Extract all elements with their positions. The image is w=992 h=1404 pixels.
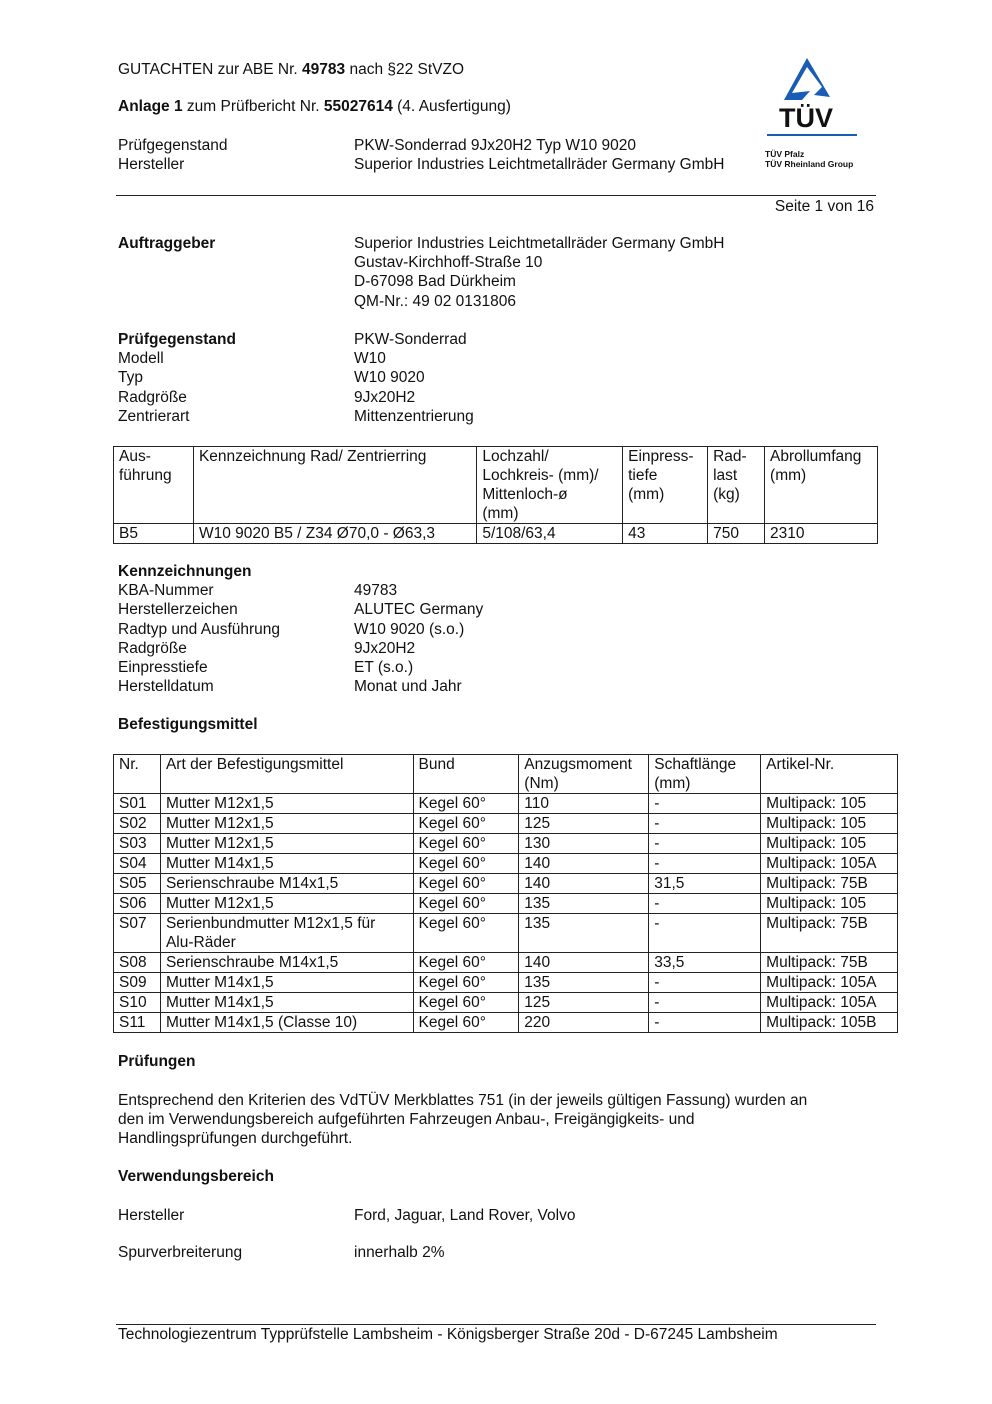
label: Herstelldatum [118, 678, 214, 696]
table-cell: Multipack: 75B [761, 914, 898, 953]
table-row [114, 524, 878, 544]
table-cell: 140 [519, 874, 649, 894]
table-cell: Einpress- tiefe (mm) [623, 447, 708, 524]
table-cell: S06 [114, 894, 161, 914]
wheel-table [113, 446, 878, 544]
table-cell: Kegel 60° [413, 993, 519, 1013]
section-heading: Verwendungsbereich [118, 1168, 274, 1185]
label: Radgröße [118, 388, 187, 406]
kv-row [118, 600, 878, 619]
table-row [114, 993, 898, 1013]
table-cell: Multipack: 105A [761, 973, 898, 993]
table-cell: Kegel 60° [413, 1013, 519, 1033]
table-cell: - [649, 854, 761, 874]
table-cell: W10 9020 B5 / Z34 Ø70,0 - Ø63,3 [193, 524, 476, 544]
value: Monat und Jahr [354, 678, 462, 696]
table-cell: 220 [519, 1013, 649, 1033]
title-text: GUTACHTEN zur ABE Nr. [118, 61, 303, 78]
table-cell: Kegel 60° [413, 874, 519, 894]
table-cell: 750 [708, 524, 765, 544]
value: PKW-Sonderrad [354, 331, 467, 348]
table-cell: 135 [519, 914, 649, 953]
table-cell: Lochzahl/ Lochkreis- (mm)/ Mittenloch-ø (mm) [477, 447, 623, 524]
table-row [114, 894, 898, 914]
table-cell: 43 [623, 524, 708, 544]
kv-row [118, 407, 878, 426]
table-cell: Multipack: 105 [761, 894, 898, 914]
kv-row [118, 349, 878, 368]
table-cell: Aus- führung [114, 447, 194, 524]
table-cell: 33,5 [649, 953, 761, 973]
table-cell: 31,5 [649, 874, 761, 894]
value: 9Jx20H2 [354, 639, 416, 657]
table-row [114, 854, 898, 874]
table-row [114, 834, 898, 854]
report-number: 55027614 [323, 98, 393, 115]
value: W10 9020 (s.o.) [354, 620, 465, 638]
table-cell: Serienschraube M14x1,5 [160, 953, 413, 973]
logo-sub2: TÜV Rheinland Group [765, 159, 854, 169]
table-cell: Mutter M14x1,5 (Classe 10) [160, 1013, 413, 1033]
subtitle-text: zum Prüfbericht Nr. [182, 98, 324, 115]
section-heading: Auftraggeber [118, 235, 216, 252]
table-cell: 125 [519, 814, 649, 834]
logo-sub1: TÜV Pfalz [765, 149, 805, 159]
kennzeichnungen-section [118, 562, 878, 696]
value: Mittenzentrierung [354, 407, 474, 425]
verwendung-section [118, 1206, 878, 1262]
paragraph-line: Entsprechend den Kriterien des VdTÜV Merkblattes 751 (in der jeweils gültigen Fassung) wurden an [118, 1092, 808, 1109]
table-cell: S01 [114, 794, 161, 814]
table-cell: 5/108/63,4 [477, 524, 623, 544]
value: W10 [354, 350, 386, 368]
table-cell: Kegel 60° [413, 914, 519, 953]
table-cell: Multipack: 105A [761, 854, 898, 874]
table-cell: - [649, 814, 761, 834]
report-subtitle [118, 97, 511, 116]
tuv-triangle-icon [762, 55, 862, 175]
section-heading: Prüfungen [118, 1053, 196, 1070]
table-cell: S03 [114, 834, 161, 854]
table-row [114, 914, 898, 953]
table-cell: S04 [114, 854, 161, 874]
label: Zentrierart [118, 407, 190, 425]
label: Hersteller [118, 156, 185, 174]
kv-row [118, 368, 878, 387]
table-cell: Kegel 60° [413, 814, 519, 834]
value: ALUTEC Germany [354, 601, 484, 619]
table-cell: 2310 [765, 524, 878, 544]
label: Hersteller [118, 1207, 185, 1224]
table-cell: Abrollumfang (mm) [765, 447, 878, 524]
kv-row [118, 581, 878, 600]
table-cell: Schaftlänge (mm) [649, 755, 761, 794]
paragraph-line: Handlingsprüfungen durchgeführt. [118, 1130, 353, 1147]
table-header-row [114, 755, 898, 794]
table-cell: 135 [519, 894, 649, 914]
value: Superior Industries Leichtmetallräder Germany GmbH [354, 235, 725, 252]
header-divider [116, 195, 876, 196]
table-row [114, 953, 898, 973]
table-cell: S05 [114, 874, 161, 894]
table-cell: Kegel 60° [413, 953, 519, 973]
kv-row [118, 388, 878, 407]
label: Herstellerzeichen [118, 601, 238, 619]
kv-row [118, 658, 878, 677]
table-cell: - [649, 894, 761, 914]
table-cell: S07 [114, 914, 161, 953]
table-row [114, 973, 898, 993]
fastener-table [113, 754, 898, 1033]
table-cell: Mutter M12x1,5 [160, 834, 413, 854]
value: W10 9020 [354, 369, 425, 387]
kv-row [118, 639, 878, 658]
report-title [118, 60, 464, 79]
table-cell: Kennzeichnung Rad/ Zentrierring [193, 447, 476, 524]
table-cell: Bund [413, 755, 519, 794]
table-cell: - [649, 794, 761, 814]
table-cell: 125 [519, 993, 649, 1013]
anlage: Anlage 1 [118, 98, 183, 115]
value: QM-Nr.: 49 02 0131806 [354, 292, 516, 310]
value: Gustav-Kirchhoff-Straße 10 [354, 254, 543, 272]
label: Prüfgegenstand [118, 137, 228, 154]
label: Typ [118, 369, 143, 387]
table-cell: S02 [114, 814, 161, 834]
table-cell: Multipack: 75B [761, 953, 898, 973]
table-cell: Serienbundmutter M12x1,5 für Alu-Räder [160, 914, 413, 953]
section-heading: Kennzeichnungen [118, 563, 252, 580]
table-cell: Mutter M14x1,5 [160, 993, 413, 1013]
table-cell: Nr. [114, 755, 161, 794]
table-cell: Kegel 60° [413, 834, 519, 854]
section-heading: Prüfgegenstand [118, 331, 236, 348]
table-cell: Kegel 60° [413, 894, 519, 914]
table-cell: Mutter M14x1,5 [160, 854, 413, 874]
value: PKW-Sonderrad 9Jx20H2 Typ W10 9020 [354, 137, 637, 154]
table-cell: Serienschraube M14x1,5 [160, 874, 413, 894]
table-cell: Artikel-Nr. [761, 755, 898, 794]
page-number: Seite 1 von 16 [774, 198, 874, 215]
kv-row [118, 620, 878, 639]
value: innerhalb 2% [354, 1244, 445, 1262]
table-cell: - [649, 914, 761, 953]
table-cell: Multipack: 75B [761, 874, 898, 894]
table-cell: Art der Befestigungsmittel [160, 755, 413, 794]
table-cell: Mutter M12x1,5 [160, 814, 413, 834]
value: 9Jx20H2 [354, 388, 416, 406]
table-cell: 140 [519, 854, 649, 874]
footer-text: Technologiezentrum Typprüfstelle Lambsheim - Königsberger Straße 20d - D-67245 Lambsheim [118, 1326, 778, 1343]
table-cell: 110 [519, 794, 649, 814]
table-row [114, 874, 898, 894]
table-cell: Multipack: 105 [761, 834, 898, 854]
table-cell: Rad- last (kg) [708, 447, 765, 524]
table-cell: Mutter M14x1,5 [160, 973, 413, 993]
table-cell: Multipack: 105 [761, 794, 898, 814]
pruefgegenstand-section [118, 330, 878, 426]
table-row [114, 1013, 898, 1033]
label: Radgröße [118, 639, 187, 657]
pruefungen-text [118, 1091, 807, 1148]
table-cell: S08 [114, 953, 161, 973]
label: Einpresstiefe [118, 658, 208, 676]
table-cell: B5 [114, 524, 194, 544]
abe-number: 49783 [302, 61, 346, 78]
table-cell: - [649, 834, 761, 854]
table-cell: S10 [114, 993, 161, 1013]
table-cell: Multipack: 105 [761, 814, 898, 834]
label: KBA-Nummer [118, 582, 214, 600]
section-heading: Befestigungsmittel [118, 716, 258, 733]
value: Ford, Jaguar, Land Rover, Volvo [354, 1207, 576, 1224]
table-row [114, 814, 898, 834]
table-header-row [114, 447, 878, 524]
table-cell: - [649, 973, 761, 993]
tuv-logo [762, 55, 862, 180]
table-cell: Mutter M12x1,5 [160, 794, 413, 814]
table-cell: Kegel 60° [413, 854, 519, 874]
value: ET (s.o.) [354, 658, 414, 676]
table-cell: S11 [114, 1013, 161, 1033]
value: 49783 [354, 582, 398, 600]
subtitle-text: (4. Ausfertigung) [392, 98, 511, 115]
table-cell: - [649, 1013, 761, 1033]
table-cell: Anzugsmoment (Nm) [519, 755, 649, 794]
title-text: nach §22 StVZO [345, 61, 465, 78]
logo-text: TÜV [779, 103, 833, 133]
table-cell: 130 [519, 834, 649, 854]
table-row [114, 794, 898, 814]
auftraggeber-section [118, 234, 878, 311]
table-cell: - [649, 993, 761, 1013]
table-cell: Mutter M12x1,5 [160, 894, 413, 914]
table-cell: S09 [114, 973, 161, 993]
label: Radtyp und Ausführung [118, 620, 281, 638]
label: Spurverbreiterung [118, 1244, 243, 1262]
table-cell: 135 [519, 973, 649, 993]
table-cell: 140 [519, 953, 649, 973]
table-cell: Multipack: 105B [761, 1013, 898, 1033]
value: Superior Industries Leichtmetallräder Germany GmbH [354, 156, 725, 174]
label: Modell [118, 350, 164, 368]
kv-row [118, 677, 878, 696]
paragraph-line: den im Verwendungsbereich aufgeführten Fahrzeugen Anbau-, Freigängigkeits- und [118, 1111, 695, 1128]
value: D-67098 Bad Dürkheim [354, 273, 516, 291]
table-cell: Kegel 60° [413, 973, 519, 993]
table-cell: Kegel 60° [413, 794, 519, 814]
table-cell: Multipack: 105A [761, 993, 898, 1013]
